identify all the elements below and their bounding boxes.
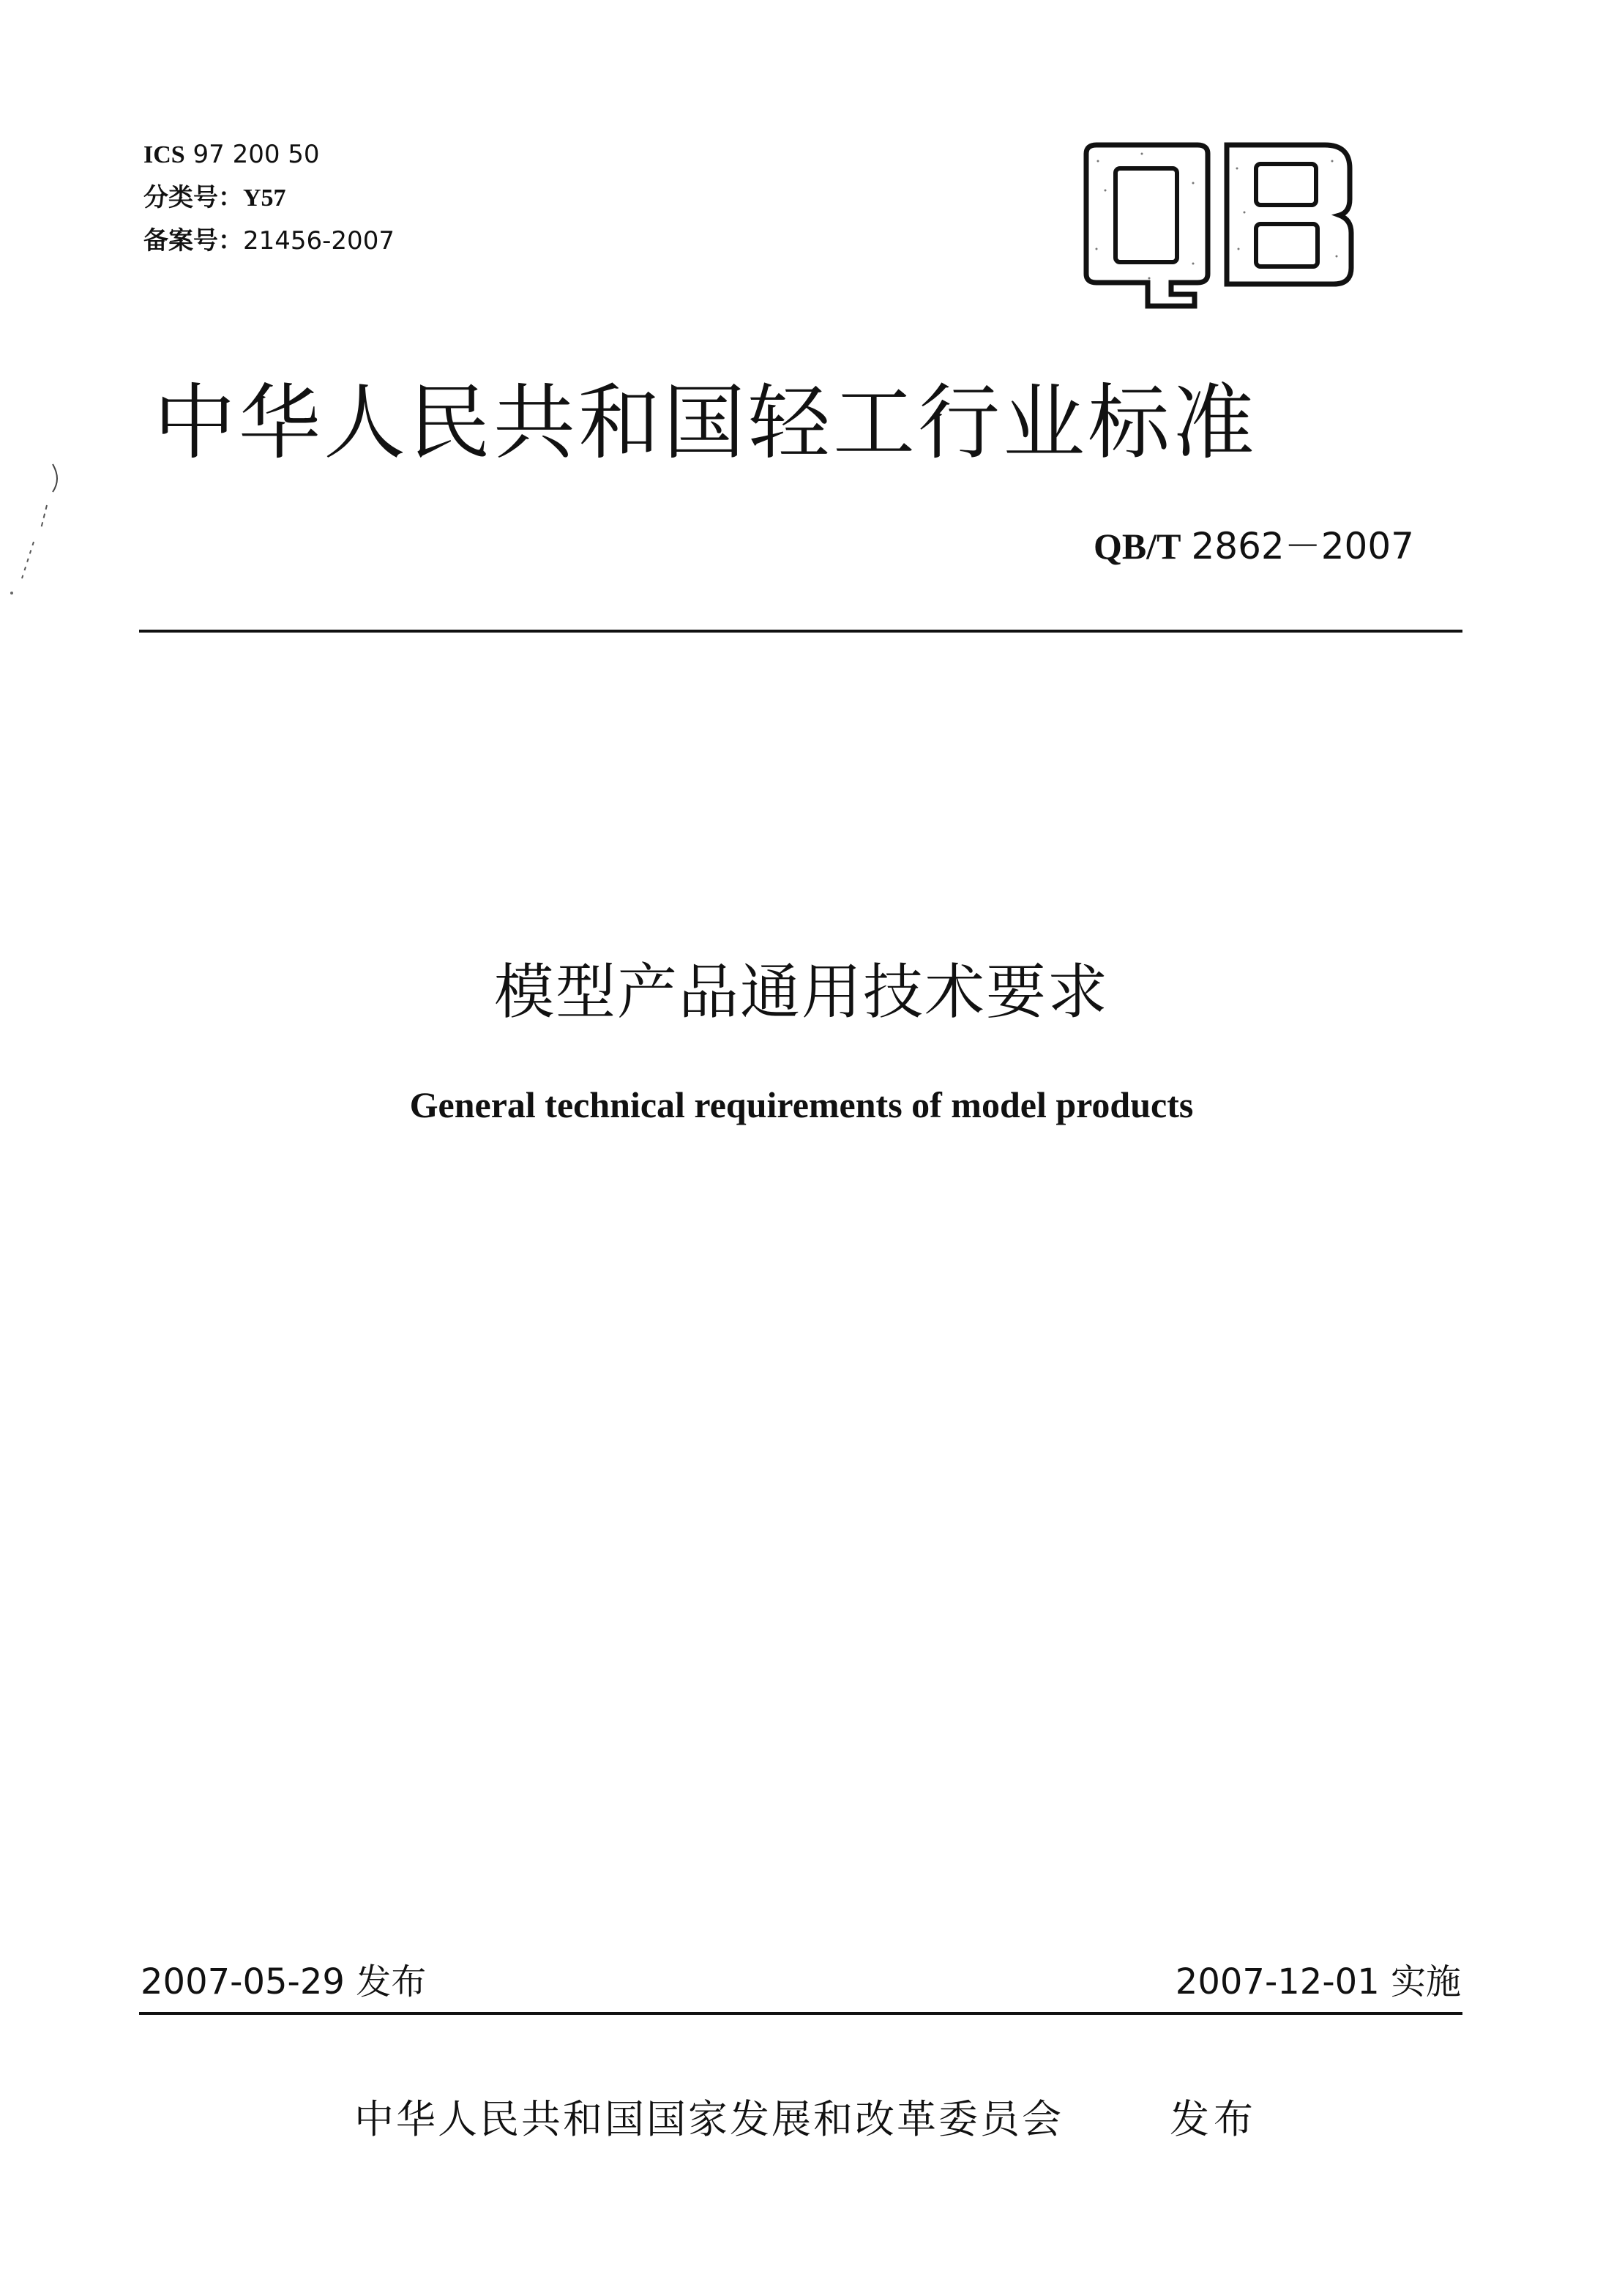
ics-row [143,133,395,176]
publisher-name: 中华人民共和国国家发展和改革委员会 [354,2096,1064,2142]
implementation-date: 2007-12-01 实施 [1175,1961,1461,2002]
standard-type-title: 中华人民共和国轻工行业标准 [154,376,1258,471]
category-row [143,176,395,220]
standard-code: QB/T [1094,526,1181,567]
issue-date: 2007-05-29 发布 [141,1961,427,2002]
record-row [143,220,395,262]
record-value: 21456-2007 [243,226,395,256]
standard-number [1094,517,1414,570]
qb-logo [1076,139,1361,315]
standard-number-value: 2862－2007 [1191,525,1414,567]
ics-value: 97 200 50 [193,140,320,169]
record-label: 备案号： [143,226,243,256]
category-value: Y57 [243,184,286,212]
footer-divider [139,2012,1462,2015]
ics-label: ICS [143,141,185,168]
classification-block [143,133,395,262]
header-divider [139,630,1462,633]
scan-artifact [0,461,81,600]
document-title-en: General technical requirements of model products [409,1084,1194,1125]
document-title-zh: 模型产品通用技术要求 [493,958,1109,1027]
category-label: 分类号： [143,183,243,212]
publisher-action: 发布 [1170,2096,1258,2142]
